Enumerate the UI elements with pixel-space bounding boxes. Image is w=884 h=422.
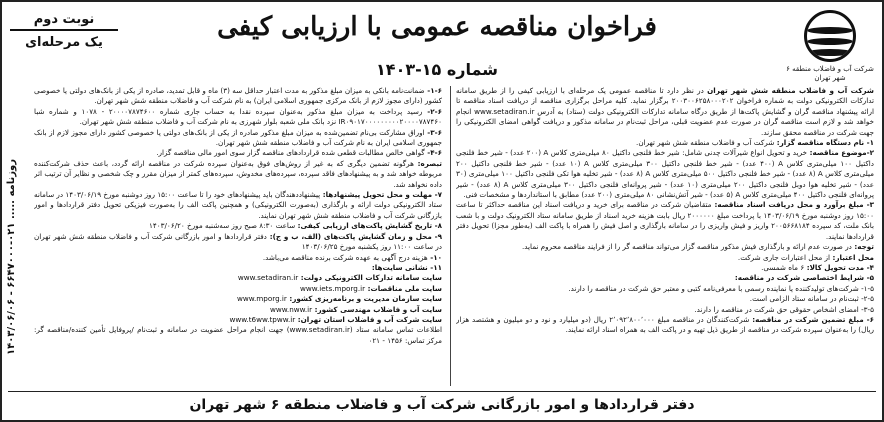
org-name: شرکت آب و فاضلاب منطقه ۶ شهر تهران	[786, 65, 874, 82]
paragraph-heading: ۲-موضوع مناقصه:	[807, 148, 874, 158]
paragraph-text: در نظر دارد تا مناقصه عمومی یک مرحله‌ای با ارزیابی کیفی را از طریق سامانه تدارکات الکترونیکی دولت به شماره فراخوان ۲۰۰۳۰۰۶۲۵۸۰۰۰۲۰۲ برگزار نماید. کلیه مراحل برگزاری مناقصه از دریافت اسناد مناقصه تا ارائه پیشنهاد مناقصه گران و گشایش پاکت‌ها از طریق درگاه سامانه تدارکات الکترونیکی دولت (ستاد) به آدرس www.setadiran.ir انجام خواهد شد و لازم است مناقصه گران در صورت عدم عضویت قبلی، مراحل ثبت‌نام در سامانه مذکور و دریافت گواهی امضای الکترونیکی را جهت شرکت در مناقصه محقق سازند.	[456, 86, 874, 137]
paragraph-text: شرکت‌کنندگان در مناقصه مبلغ ۲٬۰۹۲٬۸۰۰٬۰۰۰ ریال (دو میلیارد و نود و دو میلیون و هشتصد هزار ریال) را به‌عنوان سپرده شرکت در مناقصه از طریق ذیل تهیه و در پاکت الف به همراه اسناد ارائه نمایند.	[456, 314, 874, 335]
paragraph	[456, 253, 874, 263]
paragraph-heading: شرکت آب و فاضلاب منطقه شش شهر تهران	[707, 86, 874, 95]
paragraph-heading: ۱-۶-	[424, 86, 442, 95]
paragraph-heading: ۹- محل و زمان گشایش پاکت‌های (الف، ب و ج):	[266, 231, 442, 241]
paragraph-text: اوراق مشارکت بی‌نام تضمین‌شده به میزان مبلغ مذکور صادره از یکی از بانک‌های دولتی یا خصوصی کشور دارای مجوز لازم از بانک جمهوری اسلامی ایران به نام شرکت آب و فاضلاب منطقه شش شهر تهران.	[34, 127, 442, 148]
paragraph-text: هزینه درج آگهی به عهده شرکت برنده مناقصه می‌باشد.	[262, 252, 428, 262]
paragraph-heading: ۲-۶-	[422, 106, 442, 116]
paragraph-text: دفتر قراردادها و امور بازرگانی شرکت آب و فاضلاب منطقه شش شهر تهران در ساعت ۱۱:۰۰ روز یکشنبه مورخ ۱۴۰۳/۰۶/۲۵	[34, 231, 442, 252]
paragraph-text: ضمانت‌نامه بانکی به میزان مبلغ مذکور به مدت اعتبار حداقل سه (۳) ماه و قابل تمدید، صادره از یکی از بانک‌های دولتی یا خصوصی کشور (دارای مجوز لازم از بانک مرکزی جمهوری اسلامی ایران) به نام شرکت آب و فاضلاب منطقه شش شهر تهران.	[34, 86, 442, 106]
paragraph	[456, 138, 874, 148]
logo	[786, 10, 874, 83]
round-badge	[10, 12, 118, 50]
paragraph-text: ساعت ۸:۳۰ صبح روز سه‌شنبه مورخ ۱۴۰۳/۰۶/۲۰	[149, 221, 296, 231]
paragraph	[34, 86, 442, 107]
paragraph	[34, 253, 442, 263]
right-column	[456, 86, 874, 388]
paragraph	[456, 273, 874, 283]
paragraph	[34, 221, 442, 231]
side-stamp	[6, 112, 34, 402]
paragraph-text: شرکت آب و فاضلاب منطقه شش شهر تهران.	[636, 138, 775, 148]
paragraph-heading: ۴- مدت تحویل کالا:	[804, 262, 874, 272]
paragraph	[34, 284, 442, 294]
paragraph-text: www.setadiran.ir	[237, 273, 299, 283]
paragraph	[34, 315, 442, 325]
paragraph	[456, 86, 874, 138]
paragraph-heading: ۷- مهلت و محل تحویل پیشنهادها:	[320, 190, 442, 200]
paragraph	[34, 294, 442, 304]
paragraph-heading: سایت شرکت آب و فاضلاب استان تهران:	[295, 314, 442, 324]
paragraph-text: در صورت عدم ارائه و بارگذاری فیش مذکور مناقصه گزار می‌تواند مناقصه گر را از فرایند مناقصه محروم نماید.	[521, 242, 852, 252]
paragraph-heading: سایت ملی مناقصات:	[365, 283, 442, 293]
paragraph-heading: ۳- مبلغ برآورد و محل دریافت اسناد مناقصه:	[711, 200, 874, 210]
paragraph	[456, 200, 874, 242]
water-drop-icon	[804, 10, 856, 62]
paragraph-heading: ۱۱- نشانی سایت‌ها:	[371, 262, 442, 272]
notice-number: شماره ۱۵-۱۴۰۳	[376, 60, 498, 79]
paragraph-heading: سایت سازمان مدیریت و برنامه‌ریزی کشور:	[286, 294, 442, 304]
left-column	[34, 86, 442, 388]
paragraph-text: ۱-۵- شرکت‌های تولیدکننده یا نماینده رسمی با معرفی‌نامه کتبی و معتبر حق شرکت در مناقصه را دارند.	[568, 283, 874, 293]
paragraph-text: ۳-۵- امضای اشخاص حقوقی حق شرکت در مناقصه را دارند.	[694, 304, 874, 314]
paragraph	[34, 128, 442, 149]
paragraph	[34, 273, 442, 283]
column-divider	[450, 86, 451, 386]
paragraph	[34, 232, 442, 253]
round-label: نوبت دوم	[10, 12, 118, 31]
paragraph-heading: ۱۰-	[427, 252, 442, 262]
paragraph	[34, 159, 442, 190]
paragraph	[34, 325, 442, 346]
stage-label: یک مرحله‌ای	[25, 35, 103, 50]
paragraph	[456, 294, 874, 304]
paragraph	[34, 305, 442, 315]
page-title: فراخوان مناقصه عمومی با ارزیابی کیفی	[217, 12, 657, 42]
paragraph-text: ۶ ماه شمسی.	[761, 262, 805, 272]
paragraph	[456, 315, 874, 336]
paragraph-heading: توجه:	[851, 242, 874, 252]
footer: دفتر قراردادها و امور بازرگانی شرکت آب و فاضلاب منطقه ۶ شهر تهران	[8, 391, 876, 418]
paragraph	[456, 284, 874, 294]
paragraph-text: www.iets.mporg.ir	[299, 283, 366, 293]
side-text: روزنامه ..... ۰۲۱-۶۶۴۷۰۰۰ - ۱۴۰۳/۰۶/۰۶	[6, 159, 17, 355]
paragraph-text: www.mporg.ir	[237, 294, 287, 304]
paragraph-text: www.t6ww.tpww.ir	[229, 314, 296, 324]
paragraph	[456, 242, 874, 252]
paragraph-text: www.nww.ir	[269, 304, 313, 314]
paragraph-heading: سایت سامانه تدارکات الکترونیکی دولت:	[298, 273, 442, 283]
paragraph-heading: سایت آب و فاضلاب مهندسی کشور:	[312, 304, 442, 314]
paragraph	[34, 263, 442, 273]
paragraph-text: از محل اعتبارات جاری شرکت.	[737, 252, 830, 262]
paragraph	[456, 148, 874, 200]
paragraph-heading: ۶- مبلغ تضمین شرکت در مناقصه:	[749, 314, 874, 324]
paragraph-text: پیشنهاددهندگان باید پیشنهادهای خود را تا ساعت ۱۵:۰۰ روز دوشنبه مورخ ۱۴۰۳/۰۶/۱۹ در سامانه ستاد الکترونیکی دولت ارائه و بارگذاری (به‌صورت الکترونیکی) و همچنین پاکت الف را به‌صورت فیزیکی تحویل دفتر قراردادها و امور بازرگانی شرکت آب و فاضلاب منطقه شش شهر تهران نمایند.	[34, 190, 442, 220]
paragraph-heading: محل اعتبار:	[829, 252, 874, 262]
paragraph-text: گواهی خالص مطالبات قطعی شده قراردادهای مناقصه گزار سوی امور مالی مناقصه گزار.	[156, 148, 425, 158]
paragraph-heading: ۱- نام دستگاه مناقصه گزار:	[774, 138, 874, 148]
paragraph-heading: ۳-۶-	[424, 127, 442, 137]
paragraph-heading: ۴-۶-	[424, 148, 442, 158]
paragraph	[34, 148, 442, 158]
paragraph-text: هرگونه تضمین دیگری که به غیر از روش‌های فوق به‌عنوان سپرده شرکت در مناقصه ارائه گردد، باعث حذف شرکت‌کننده مربوطه خواهد شد و به پیشنهادهای فاقد سپرده، سپرده‌های مخدوش، سپرده‌های کمتر از میزان مقرر و چک شخصی و نظایر آن ترتیب اثر داده نخواهد شد.	[34, 158, 442, 189]
paragraph-text: متقاضیان شرکت در مناقصه برای خرید و دریافت اسناد این مناقصه حداکثر تا ساعت ۱۵:۰۰ روز دوشنبه مورخ ۱۴۰۳/۰۶/۱۹ با پرداخت مبلغ ۲۰۰۰۰۰۰ ریال بابت هزینه خرید اسناد از طریق سامانه ستاد الکترونیک دولت و با شعب بانک ملت، کد سپرده ۲۰۰۵۶۶۸۱۸۴ واریز و فیش واریزی را در سامانه بارگذاری و اصل فیش را همراه با پاکت الف (به‌طور مجزا) تحویل دفتر قراردادها نمایند.	[456, 200, 874, 241]
paragraph-text: خرید و تحویل انواع شیرآلات چدنی شامل: شیر خط فلنجی داکتیل ۸۰ میلی‌متری کلاس A (۲۰۰ عدد) - شیر خط فلنجی داکتیل ۱۰۰ میلی‌متری کلاس A (۴۰۰ عدد) - شیر خط فلنجی داکتیل ۳۰۰ میلی‌متری کلاس A (۱۰ عدد) - شیر خط فلنجی داکتیل ۲۰۰ میلی‌متری کلاس A (۸ عدد) - شیر خط فلنجی داکتیل ۵۰۰ میلی‌متری کلاس A (۸ عدد) - شیر تخلیه هوا تکی فلنجی داکتیل ۱۰۰ میلی‌متری (۳۰ عدد) - شیر تخلیه هوا دوبل فلنجی داکتیل ۲۰۰ میلی‌متری (۱۰ عدد) - شیر پروانه‌ای فلنجی داکتیل ۳۰۰ میلی‌متری کلاس A (۸ عدد) - شیر پروانه‌ای فلنجی داکتیل ۴۰۰ میلی‌متری کلاس A (۵ عدد) - شیر آتش‌نشانی ۸۰ میلی‌متری (۲۰۰ عدد) مطابق با استانداردها و مشخصات فنی.	[456, 148, 874, 200]
paragraph-heading: تبصره:	[413, 158, 442, 168]
paragraph-text: رسید پرداخت به میزان مبلغ مذکور به‌عنوان سپرده نقدا به حساب جاری شماره ۲۰۰۰۰۷۸۷۴۶۰۰ - ۱۰۷۸ و شماره شبا IR۰۹۰۱۷۰۰۰۰۰۰۰۰۰۲۰۰۰۰۷۸۷۴۶۰ نزد بانک ملی شعبه بلوار شهرزی به نام شرکت آب و فاضلاب منطقه شش شهر تهران.	[34, 106, 442, 127]
paragraph	[34, 107, 442, 128]
paragraph-heading: ۵- شرایط اختصاصی شرکت در مناقصه:	[734, 273, 874, 283]
paragraph-heading: ۸- تاریخ گشایش پاکت‌های ارزیابی کیفی:	[295, 221, 442, 231]
paragraph	[456, 263, 874, 273]
paragraph-text: اطلاعات تماس سامانه ستاد (www.setadiran.ir) جهت انجام مراحل عضویت در سامانه و ثبت‌نام /پروفایل تأمین کننده/مناقصه گر: مرکز تماس: ۱۴۵۶ - ۰۲۱	[34, 325, 442, 345]
paragraph-text: ۲-۵- ثبت‌نام در سامانه ستاد الزامی است.	[749, 294, 874, 304]
paragraph	[456, 305, 874, 315]
paragraph	[34, 190, 442, 221]
